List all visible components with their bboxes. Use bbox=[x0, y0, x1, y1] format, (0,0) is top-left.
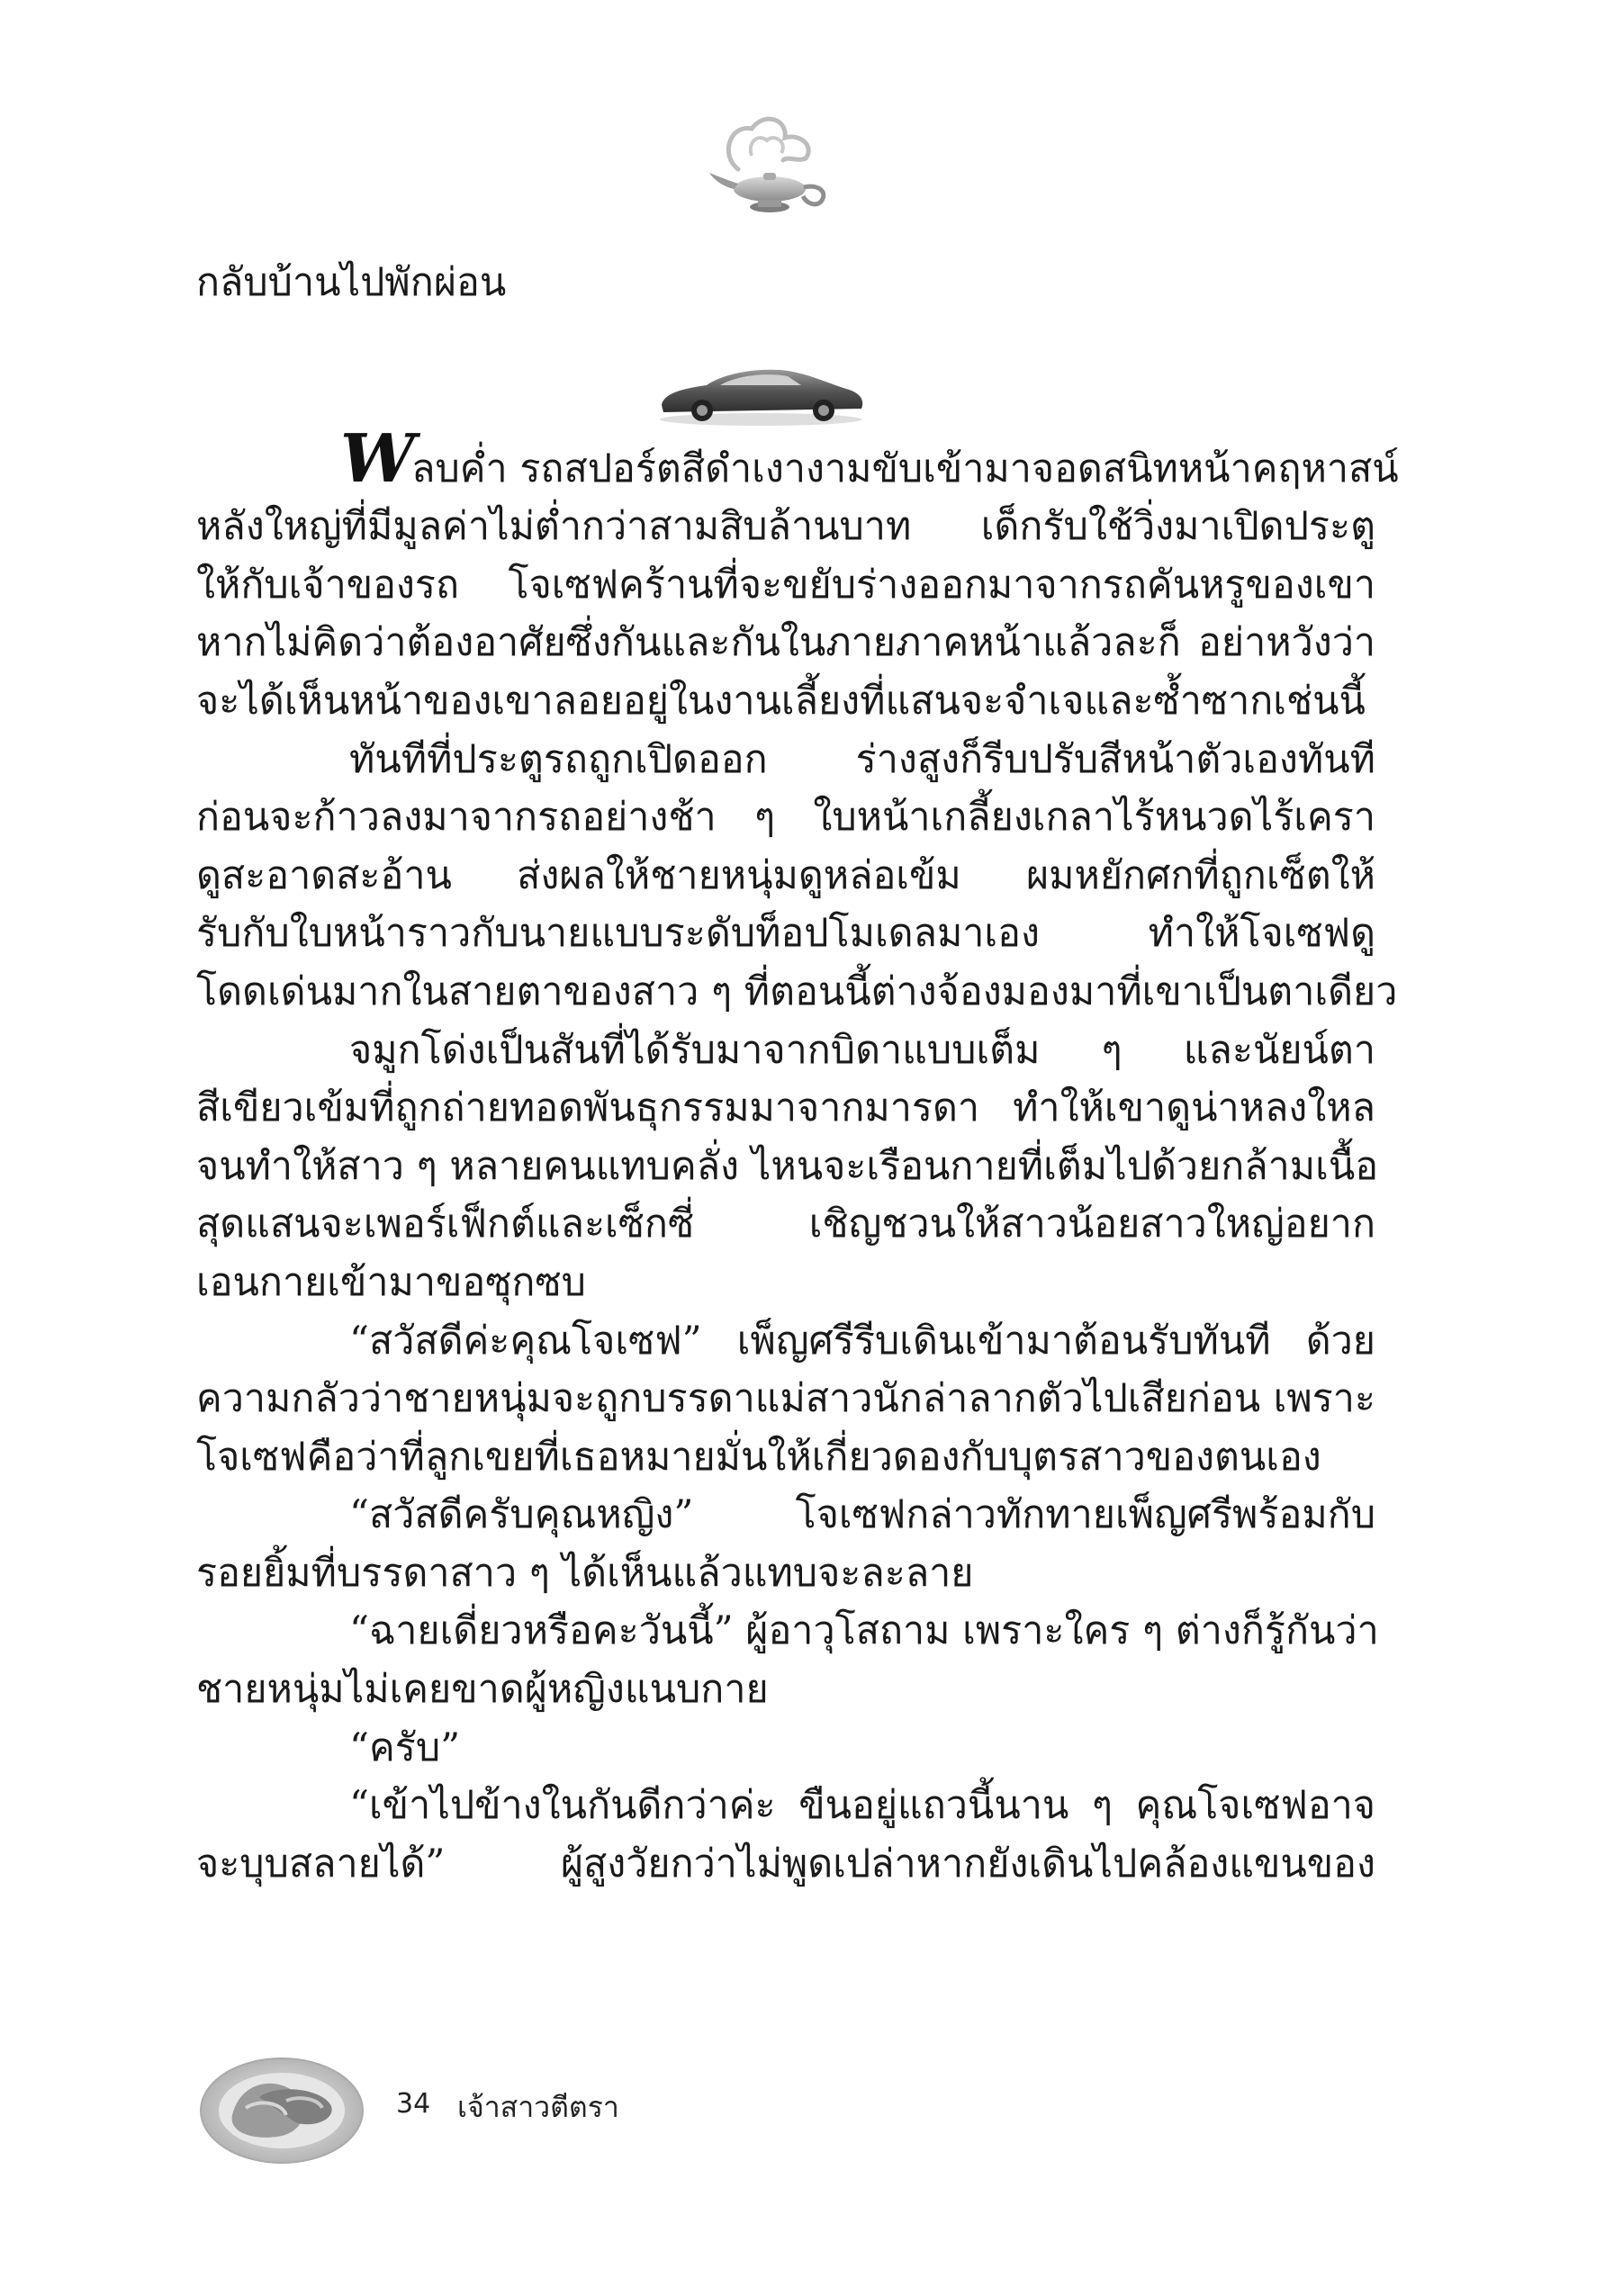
genie-lamp-icon bbox=[702, 106, 837, 232]
paragraph-line: ชายหนุ่มไม่เคยขาดผู้หญิงแนบกาย bbox=[196, 1667, 769, 1713]
paragraph-1-line-1: Wลบค่ำ รถสปอร์ตสีดำเงางามขับเข้ามาจอดสนิทหน้าคฤหาสน์ bbox=[340, 419, 1399, 498]
paragraph-line: “สวัสดีครับคุณหญิง” โจเซฟกล่าวทักทายเพ็ญศรีพร้อมกับ bbox=[349, 1492, 1375, 1538]
paragraph-line: “เข้าไปข้างในกันดีกว่าค่ะ ขืนอยู่แถวนี้นาน ๆ คุณโจเซฟอาจ bbox=[349, 1783, 1375, 1829]
paragraph-line: จะบุบสลายได้” ผู้สูงวัยกว่าไม่พูดเปล่าหากยังเดินไปคล้องแขนของ bbox=[196, 1841, 1375, 1886]
paragraph-line: ให้กับเจ้าของรถ โจเซฟคร้านที่จะขยับร่างออกมาจากรถคันหรูของเขา bbox=[196, 562, 1375, 608]
paragraph-line: รับกับใบหน้าราวกับนายแบบระดับท็อปโมเดลมาเอง ทำให้โจเซฟดู bbox=[196, 911, 1375, 957]
book-title: เจ้าสาวตีตรา bbox=[457, 2090, 619, 2124]
body-text bbox=[196, 254, 1399, 1893]
paragraph-line: หากไม่คิดว่าต้องอาศัยซึ่งกันและกันในภายภาคหน้าแล้วละก็ อย่าหวังว่า bbox=[196, 620, 1375, 666]
pastry-plate-icon bbox=[196, 2043, 367, 2169]
paragraph-line: หลังใหญ่ที่มีมูลค่าไม่ต่ำกว่าสามสิบล้านบาท เด็กรับใช้วิ่งมาเปิดประตู bbox=[196, 504, 1375, 550]
paragraph-line: สุดแสนจะเพอร์เฟ็กต์และเซ็กซี่ เชิญชวนให้สาวน้อยสาวใหญ่อยาก bbox=[196, 1202, 1375, 1247]
paragraph-line: “ฉายเดี่ยวหรือคะวันนี้” ผู้อาวุโสถาม เพราะใคร ๆ ต่างก็รู้กันว่า bbox=[349, 1608, 1379, 1654]
chapter-end-fragment: กลับบ้านไปพักผ่อน bbox=[196, 260, 507, 305]
paragraph-line: ความกลัวว่าชายหนุ่มจะถูกบรรดาแม่สาวนักล่าลากตัวไปเสียก่อน เพราะ bbox=[196, 1376, 1375, 1422]
paragraph-line: “ครับ” bbox=[349, 1724, 461, 1770]
page-number: 34 bbox=[396, 2088, 431, 2120]
dropcap-letter: W bbox=[340, 419, 412, 498]
paragraph-line: ดูสะอาดสะอ้าน ส่งผลให้ชายหนุ่มดูหล่อเข้ม ผมหยักศกที่ถูกเซ็ตให้ bbox=[196, 852, 1375, 898]
page-footer bbox=[196, 2043, 736, 2169]
paragraph-line: “สวัสดีค่ะคุณโจเซฟ” เพ็ญศรีรีบเดินเข้ามาต้อนรับทันที ด้วย bbox=[349, 1318, 1375, 1364]
sports-car-icon bbox=[653, 358, 869, 428]
paragraph-line: โดดเด่นมากในสายตาของสาว ๆ ที่ตอนนี้ต่างจ้องมองมาที่เขาเป็นตาเดียว bbox=[196, 968, 1398, 1014]
paragraph-line: สีเขียวเข้มที่ถูกถ่ายทอดพันธุกรรมมาจากมารดา ทำให้เขาดูน่าหลงใหล bbox=[196, 1085, 1375, 1131]
paragraph-line: จนทำให้สาว ๆ หลายคนแทบคลั่ง ไหนจะเรือนกายที่เต็มไปด้วยกล้ามเนื้อ bbox=[196, 1143, 1379, 1189]
paragraph-line: ทันทีที่ประตูรถถูกเปิดออก ร่างสูงก็รีบปรับสีหน้าตัวเองทันที bbox=[349, 736, 1375, 782]
paragraph-line: จะได้เห็นหน้าของเขาลอยอยู่ในงานเลี้ยงที่แสนจะจำเจและซ้ำซากเช่นนี้ bbox=[196, 678, 1366, 724]
paragraph-line: จมูกโด่งเป็นสันที่ได้รับมาจากบิดาแบบเต็ม ๆ และนัยน์ตา bbox=[349, 1027, 1375, 1073]
paragraph-line: โจเซฟคือว่าที่ลูกเขยที่เธอหมายมั่นให้เกี่ยวดองกับบุตรสาวของตนเอง bbox=[196, 1434, 1321, 1480]
paragraph-line: ก่อนจะก้าวลงมาจากรถอย่างช้า ๆ ใบหน้าเกลี้ยงเกลาไร้หนวดไร้เครา bbox=[196, 795, 1375, 841]
paragraph-line: เอนกายเข้ามาขอซุกซบ bbox=[196, 1259, 586, 1305]
paragraph-line: รอยยิ้มที่บรรดาสาว ๆ ได้เห็นแล้วแทบจะละลาย bbox=[196, 1550, 974, 1596]
